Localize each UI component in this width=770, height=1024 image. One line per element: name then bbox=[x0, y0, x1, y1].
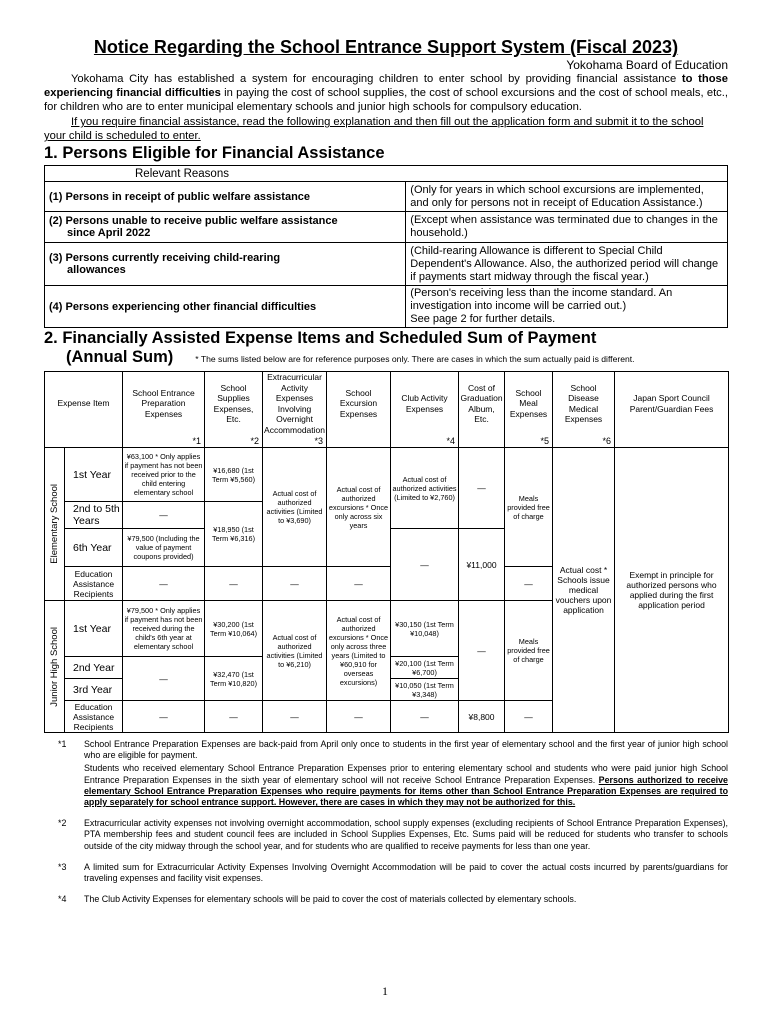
album-j: ¥8,800 bbox=[459, 701, 505, 733]
e-club-dash: — bbox=[391, 529, 459, 601]
section2-subheading bbox=[44, 348, 728, 368]
annual-sum-label: (Annual Sum) bbox=[66, 348, 174, 366]
star-6: *6 bbox=[553, 435, 615, 448]
eed-meal: — bbox=[505, 567, 553, 601]
j23-supplies: ¥32,470 (1st Term ¥10,820) bbox=[205, 657, 263, 701]
star-3: *3 bbox=[263, 435, 327, 448]
issuer: Yokohama Board of Education bbox=[566, 58, 728, 72]
col-excursion: School Excursion Expenses bbox=[327, 372, 391, 436]
reason-1-note: (Only for years in which school excursions are implemented, and only for persons not in receipt of Education Assistance.) bbox=[406, 182, 728, 212]
note-1-underline: Persons authorized to receive elementary School Entrance Preparation Expenses who require payments for items other than School Entrance Preparation Expenses are required to apply separately for school entrance support. However, there are cases in which they may not be authorized for this. bbox=[84, 774, 728, 808]
j2-club: ¥20,100 (1st Term ¥6,700) bbox=[391, 657, 459, 679]
album-e: ¥11,000 bbox=[459, 529, 505, 601]
col-extracurricular: Extracurricular Activity Expenses Involving Overnight Accommodation bbox=[264, 372, 325, 435]
note-1-key: *1 bbox=[58, 739, 67, 749]
intro-paragraph bbox=[44, 72, 728, 114]
reason-3-line2: allowances bbox=[67, 264, 126, 276]
reason-4: (4) Persons experiencing other financial difficulties bbox=[45, 286, 406, 328]
reasons-header: Relevant Reasons bbox=[45, 166, 728, 182]
e6-prep: ¥79,500 (Including the value of payment coupons provided) bbox=[123, 529, 205, 567]
e-album-dash: — bbox=[459, 448, 505, 529]
reason-3-note: (Child-rearing Allowance is different to Special Child Dependent's Allowance. Also, the authorized period will change if payments start midway through the fiscal year.) bbox=[406, 243, 728, 286]
row-e2: 2nd to 5th Years bbox=[65, 502, 123, 529]
col-medical: School Disease Medical Expenses bbox=[553, 372, 615, 436]
e1-supplies: ¥16,680 (1st Term ¥5,560) bbox=[205, 448, 263, 502]
reason-4-note-ref: See page 2 for further details. bbox=[410, 313, 556, 325]
jed-extra: — bbox=[263, 701, 327, 733]
j-extracurricular: Actual cost of authorized activities (Limited to ¥6,210) bbox=[263, 601, 327, 701]
section1-heading: 1. Persons Eligible for Financial Assistance bbox=[44, 144, 385, 162]
reason-2-note: (Except when assistance was terminated due to changes in the household.) bbox=[406, 212, 728, 243]
e2-prep: — bbox=[123, 502, 205, 529]
reason-1: (1) Persons in receipt of public welfare assistance bbox=[45, 182, 406, 212]
jed-prep: — bbox=[123, 701, 205, 733]
document-page bbox=[44, 36, 728, 915]
note-1 bbox=[44, 739, 728, 810]
j-meal: Meals provided free of charge bbox=[505, 601, 553, 701]
eligibility-table bbox=[44, 165, 728, 328]
group-elementary-label: Elementary School bbox=[49, 484, 60, 564]
e-club: Actual cost of authorized activities (Limited to ¥2,760) bbox=[391, 448, 459, 529]
col-meal: School Meal Expenses bbox=[505, 372, 553, 436]
jed-club: — bbox=[391, 701, 459, 733]
col-supplies: School Supplies Expenses, Etc. bbox=[205, 372, 263, 436]
intro-text-b: in paying the cost of school supplies, the cost of school excursions and the cost of school meals, etc., for children who are to enter municipal elementary schools and junior high schools for compulsory education. bbox=[44, 87, 728, 113]
reason-2-line1: (2) Persons unable to receive public welfare assistance bbox=[49, 215, 338, 227]
section2-heading: 2. Financially Assisted Expense Items and Scheduled Sum of Payment bbox=[44, 329, 597, 347]
reason-3 bbox=[45, 243, 406, 286]
group-junior bbox=[45, 601, 65, 733]
note-3 bbox=[44, 862, 728, 886]
reason-4-note bbox=[406, 286, 728, 328]
j-album-dash: — bbox=[459, 601, 505, 701]
note-4-key: *4 bbox=[58, 894, 67, 905]
medical-cell: Actual cost * Schools issue medical vouchers upon application bbox=[553, 448, 615, 733]
col-sport: Japan Sport Council Parent/Guardian Fees bbox=[615, 372, 729, 436]
group-junior-label: Junior High School bbox=[49, 626, 60, 707]
jed-excursion: — bbox=[327, 701, 391, 733]
note-2-key: *2 bbox=[58, 818, 67, 829]
footnotes bbox=[44, 739, 728, 907]
e-extracurricular: Actual cost of authorized activities (Limited to ¥3,690) bbox=[263, 448, 327, 567]
page-number: 1 bbox=[382, 984, 388, 998]
j1-supplies: ¥30,200 (1st Term ¥10,064) bbox=[205, 601, 263, 657]
row-j1: 1st Year bbox=[65, 601, 123, 657]
jed-meal: — bbox=[505, 701, 553, 733]
jed-supplies: — bbox=[205, 701, 263, 733]
col-album: Cost of Graduation Album, Etc. bbox=[459, 372, 505, 436]
note-2 bbox=[44, 818, 728, 854]
note-4-text: The Club Activity Expenses for elementary schools will be paid to cover the cost of materials collected by elementary schools. bbox=[84, 894, 577, 905]
e-excursion: Actual cost of authorized excursions * Once only across six years bbox=[327, 448, 391, 567]
j1-prep: ¥79,500 * Only applies if payment has not been received during the child's 6th year at elementary school bbox=[123, 601, 205, 657]
expense-table bbox=[44, 371, 729, 733]
e1-prep: ¥63,100 * Only applies if payment has not been received prior to the child entering elementary school bbox=[123, 448, 205, 502]
star-2: *2 bbox=[205, 435, 263, 448]
note-1-text-2 bbox=[84, 763, 728, 808]
intro-text-bold: to those experiencing financial difficulties bbox=[44, 73, 728, 99]
reason-3-line1: (3) Persons currently receiving child-rearing bbox=[49, 252, 281, 264]
note-1-text-2a: Students who received elementary School Entrance Preparation Expenses prior to entering elementary school and students who were paid junior high School Entrance Preparation Expenses in the sixth year of elementary school will not receive School Entrance Preparation Expenses. bbox=[84, 763, 728, 785]
col-club: Club Activity Expenses bbox=[391, 372, 459, 436]
row-e1: 1st Year bbox=[65, 448, 123, 502]
j3-club: ¥10,050 (1st Term ¥3,348) bbox=[391, 679, 459, 701]
eed-supplies: — bbox=[205, 567, 263, 601]
eed-prep: — bbox=[123, 567, 205, 601]
star-1: *1 bbox=[123, 435, 205, 448]
row-j2: 2nd Year bbox=[65, 657, 123, 679]
star-4: *4 bbox=[391, 435, 459, 448]
col-expense-item: Expense Item bbox=[45, 372, 123, 436]
reference-note: * The sums listed below are for reference purposes only. There are cases in which the sum actually paid is different. bbox=[195, 354, 635, 364]
reason-2-line2: since April 2022 bbox=[67, 227, 151, 239]
application-notice: If you require financial assistance, read the following explanation and then fill out the application form and submit it to the school your child is scheduled to enter. bbox=[44, 116, 704, 142]
intro-text-a: Yokohama City has established a system for encouraging children to enter school by providing financial assistance bbox=[71, 73, 682, 85]
row-j-education: Education Assistance Recipients bbox=[65, 701, 123, 733]
row-e-education: Education Assistance Recipients bbox=[65, 567, 123, 601]
reason-2 bbox=[45, 212, 406, 243]
eed-extra: — bbox=[263, 567, 327, 601]
row-j3: 3rd Year bbox=[65, 679, 123, 701]
note-3-text: A limited sum for Extracurricular Activity Expenses Involving Overnight Accommodation will be paid to cover the actual costs incurred by parents/guardians for traveling expenses and facility visit expenses. bbox=[84, 861, 728, 884]
note-4 bbox=[44, 894, 728, 907]
note-1-text: School Entrance Preparation Expenses are back-paid from April only once to students in the first year of elementary school and the first year of junior high school who are eligible for payment. bbox=[84, 739, 728, 761]
reason-4-note-text: (Person's receiving less than the income standard. An investigation into income will be carried out.) bbox=[410, 287, 673, 312]
eed-excursion: — bbox=[327, 567, 391, 601]
j-excursion: Actual cost of authorized excursions * Once only across three years (Limited to ¥60,910 for overseas excursions) bbox=[327, 601, 391, 701]
j23-prep: — bbox=[123, 657, 205, 701]
sport-cell: Exempt in principle for authorized persons who applied during the first application period bbox=[615, 448, 729, 733]
group-elementary bbox=[45, 448, 65, 601]
e26-supplies: ¥18,950 (1st Term ¥6,316) bbox=[205, 502, 263, 567]
star-5: *5 bbox=[505, 435, 553, 448]
col-prep: School Entrance Preparation Expenses bbox=[123, 372, 205, 436]
row-e6: 6th Year bbox=[65, 529, 123, 567]
page-title: Notice Regarding the School Entrance Support System (Fiscal 2023) bbox=[93, 37, 679, 57]
e-meal: Meals provided free of charge bbox=[505, 448, 553, 567]
note-2-text: Extracurricular activity expenses not involving overnight accommodation, school supply expenses (excluding recipients of School Entrance Preparation Expenses), PTA membership fees and student council fees are included in School Supplies Expenses, Etc. Sums paid will be reduced for students who transfer to schools outside of the city midway through the school year, and for students who are qualified to receive payments for less than one year. bbox=[84, 818, 728, 851]
j1-club: ¥30,150 (1st Term ¥10,048) bbox=[391, 601, 459, 657]
note-3-key: *3 bbox=[58, 861, 67, 872]
